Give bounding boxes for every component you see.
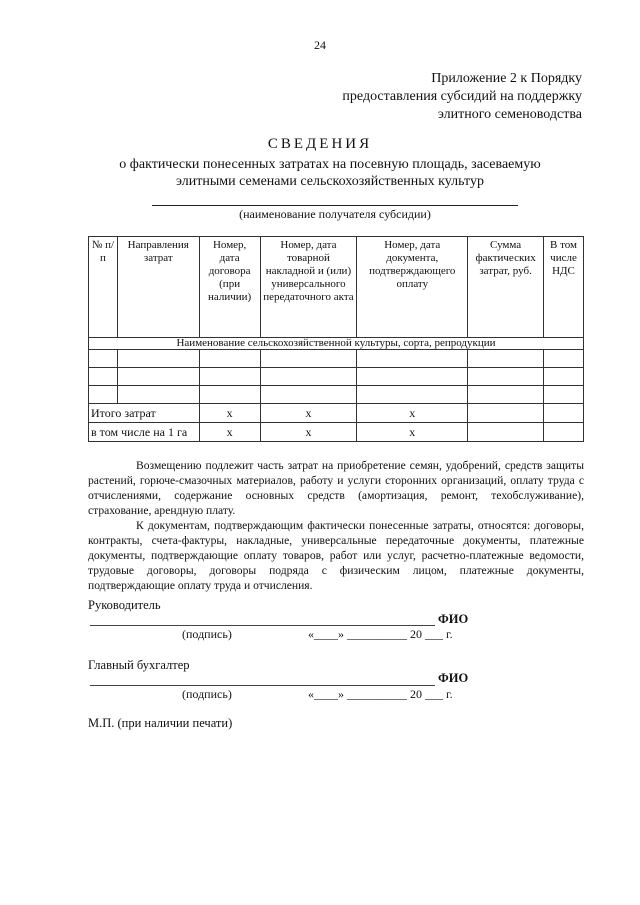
table-cell: х	[357, 404, 468, 423]
recipient-field-line	[152, 205, 518, 206]
paragraph: К документам, подтверждающим фактически понесенные затраты, относятся: договоры, контракты, счета-фактуры, накладные, универсальные передаточные документы, платежные документы, подтверждающие оплату товаров, работ или услуг, расчетно-платежные ведомости, трудовые договоры, договоры подряда с физическим лицом, платежные документы, подтверждающие оплату труда и отчисления.	[88, 519, 584, 592]
total-label: Итого затрат	[89, 404, 200, 423]
body-text	[88, 458, 584, 593]
appendix-line: Приложение 2 к Порядку	[431, 71, 582, 86]
table-cell	[468, 423, 544, 442]
chief-accountant-sign-caption: (подпись)	[182, 687, 232, 701]
paragraph: Возмещению подлежит часть затрат на приобретение семян, удобрений, средств защиты растений, горюче-смазочных материалов, работу и услуги сторонних организаций, оплату труда с отчислениями, содержание основных средств (амортизация, ремонт, техобслуживание), страхование, арендную плату.	[88, 459, 584, 517]
table-row	[89, 350, 584, 368]
column-header: № п/п	[89, 237, 118, 338]
table-cell	[544, 404, 584, 423]
director-signature-line	[90, 625, 435, 626]
table-row	[89, 368, 584, 386]
document-title: СВЕДЕНИЯ	[267, 136, 373, 152]
table-cell	[468, 404, 544, 423]
table-cell: х	[199, 404, 260, 423]
table-cell: х	[199, 423, 260, 442]
column-header: Номер, дата товарной накладной и (или) универсального передаточного акта	[260, 237, 357, 338]
column-header: Направления затрат	[117, 237, 199, 338]
page-number: 24	[314, 38, 326, 52]
recipient-caption: (наименование получателя субсидии)	[239, 207, 431, 221]
subtitle-line: элитными семенами сельскохозяйственных культур	[176, 174, 484, 189]
per-hectare-label: в том числе на 1 га	[89, 423, 200, 442]
costs-table	[88, 236, 584, 442]
chief-accountant-fio: ФИО	[438, 671, 469, 685]
table-row	[89, 386, 584, 404]
appendix-line: элитного семеноводства	[437, 107, 582, 122]
director-label: Руководитель	[88, 598, 161, 612]
column-header: Номер, дата документа, подтверждающего оплату	[357, 237, 468, 338]
subtitle-line: о фактически понесенных затратах на посевную площадь, засеваемую	[119, 157, 541, 172]
director-fio: ФИО	[438, 612, 469, 626]
total-row	[89, 404, 584, 423]
chief-accountant-date: «____» __________ 20 ___ г.	[308, 687, 453, 701]
column-header: Номер, дата договора (при наличии)	[199, 237, 260, 338]
director-date: «____» __________ 20 ___ г.	[308, 627, 453, 641]
per-hectare-row	[89, 423, 584, 442]
table-header-row	[89, 237, 584, 338]
stamp-note: М.П. (при наличии печати)	[88, 716, 233, 730]
chief-accountant-label: Главный бухгалтер	[88, 658, 190, 672]
chief-accountant-signature-line	[90, 685, 435, 686]
table-cell: х	[357, 423, 468, 442]
appendix-note	[342, 70, 582, 124]
appendix-line: предоставления субсидий на поддержку	[342, 89, 582, 104]
table-subheader-row	[89, 338, 584, 350]
column-header: Сумма фактических затрат, руб.	[468, 237, 544, 338]
table-cell: х	[260, 404, 357, 423]
column-header: В том числе НДС	[544, 237, 584, 338]
crop-subheader: Наименование сельскохозяйственной культуры, сорта, репродукции	[89, 338, 584, 350]
table-cell: х	[260, 423, 357, 442]
director-sign-caption: (подпись)	[182, 627, 232, 641]
document-subtitle	[60, 156, 600, 190]
table-cell	[544, 423, 584, 442]
